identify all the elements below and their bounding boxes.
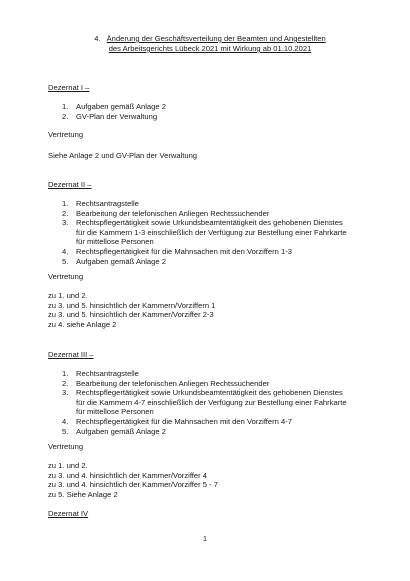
- dezernat-2-heading: Dezernat II –: [48, 180, 92, 189]
- dezernat-3-vertretung-label: Vertretung: [48, 442, 84, 451]
- list-item: 1. Aufgaben gemäß Anlage 2: [62, 102, 166, 111]
- list-item: 3. Rechtspflegertätigkeit sowie Urkundsbeamtentätigkeit des gehobenen Dienstes für die Kammern 4-7 einschließlich der Verfügung zur Bestellung einer Fahrkarte für mittellose Personen: [62, 388, 347, 417]
- dezernat-1-heading: Dezernat I –: [48, 83, 90, 92]
- vertretung-line: zu 1. und 2.: [48, 461, 88, 470]
- page-number: 1: [202, 534, 208, 543]
- title-line-2: des Arbeitsgerichts Lübeck 2021 mit Wirkung ab 01.10.2021: [108, 44, 312, 53]
- dezernat-2-list: [62, 199, 352, 266]
- vertretung-line: zu 3. und 5. hinsichtlich der Kammern/Vorziffern 1: [48, 300, 216, 310]
- vertretung-line: zu 5. Siehe Anlage 2: [48, 489, 118, 499]
- list-item: 5. Aufgaben gemäß Anlage 2: [62, 426, 166, 436]
- list-item: 2. Bearbeitung der telefonischen Anliegen Rechtssuchender: [62, 378, 270, 388]
- dezernat-3-list: [62, 369, 352, 436]
- list-item: 1. Rechtsantragstelle: [62, 369, 139, 378]
- dezernat-1-list: [62, 102, 352, 121]
- vertretung-line: zu 3. und 5. hinsichtlich der Kammer/Vorziffer 2-3: [48, 310, 214, 320]
- vertretung-line: zu 3. und 4. hinsichtlich der Kammer/Vorziffer 4: [48, 470, 207, 480]
- dezernat-2-vertretung-lines: [48, 291, 215, 329]
- list-item: 2. Bearbeitung der telefonischen Anliegen Rechtssuchender: [62, 208, 270, 218]
- list-item: 4. Rechtspflegertätigkeit für die Mahnsachen mit den Vorziffern 4-7: [62, 416, 292, 426]
- dezernat-4-heading: Dezernat IV: [48, 509, 89, 518]
- vertretung-line: zu 3. und 4. hinsichtlich der Kammer/Vorziffer 5 - 7: [48, 480, 218, 490]
- list-item: 2. GV-Plan der Verwaltung: [62, 111, 158, 121]
- dezernat-1-vertretung-text: Siehe Anlage 2 und GV-Plan der Verwaltung: [48, 151, 198, 160]
- list-item: 3. Rechtspflegertätigkeit sowie Urkundsbeamtentätigkeit des gehobenen Dienstes für die Kammern 1-3 einschließlich der Verfügung zur Bestellung einer Fahrkarte für mittellose Personen: [62, 218, 347, 247]
- vertretung-line: zu 1. und 2.: [48, 291, 88, 300]
- vertretung-line: zu 4. siehe Anlage 2: [48, 319, 117, 329]
- dezernat-1-vertretung-label: Vertretung: [48, 130, 84, 139]
- list-item: 5. Aufgaben gemäß Anlage 2: [62, 256, 166, 266]
- document-title: [48, 34, 372, 54]
- title-line-1: Änderung der Geschäftsverteilung der Beamten und Angestellten: [106, 34, 326, 43]
- dezernat-2-vertretung-label: Vertretung: [48, 272, 84, 281]
- dezernat-3-vertretung-lines: [48, 461, 218, 499]
- dezernat-3-heading: Dezernat III –: [48, 350, 94, 359]
- list-item: 4. Rechtspflegertätigkeit für die Mahnsachen mit den Vorziffern 1-3: [62, 246, 292, 256]
- list-item: 1. Rechtsantragstelle: [62, 199, 139, 208]
- title-number: 4.: [94, 34, 101, 43]
